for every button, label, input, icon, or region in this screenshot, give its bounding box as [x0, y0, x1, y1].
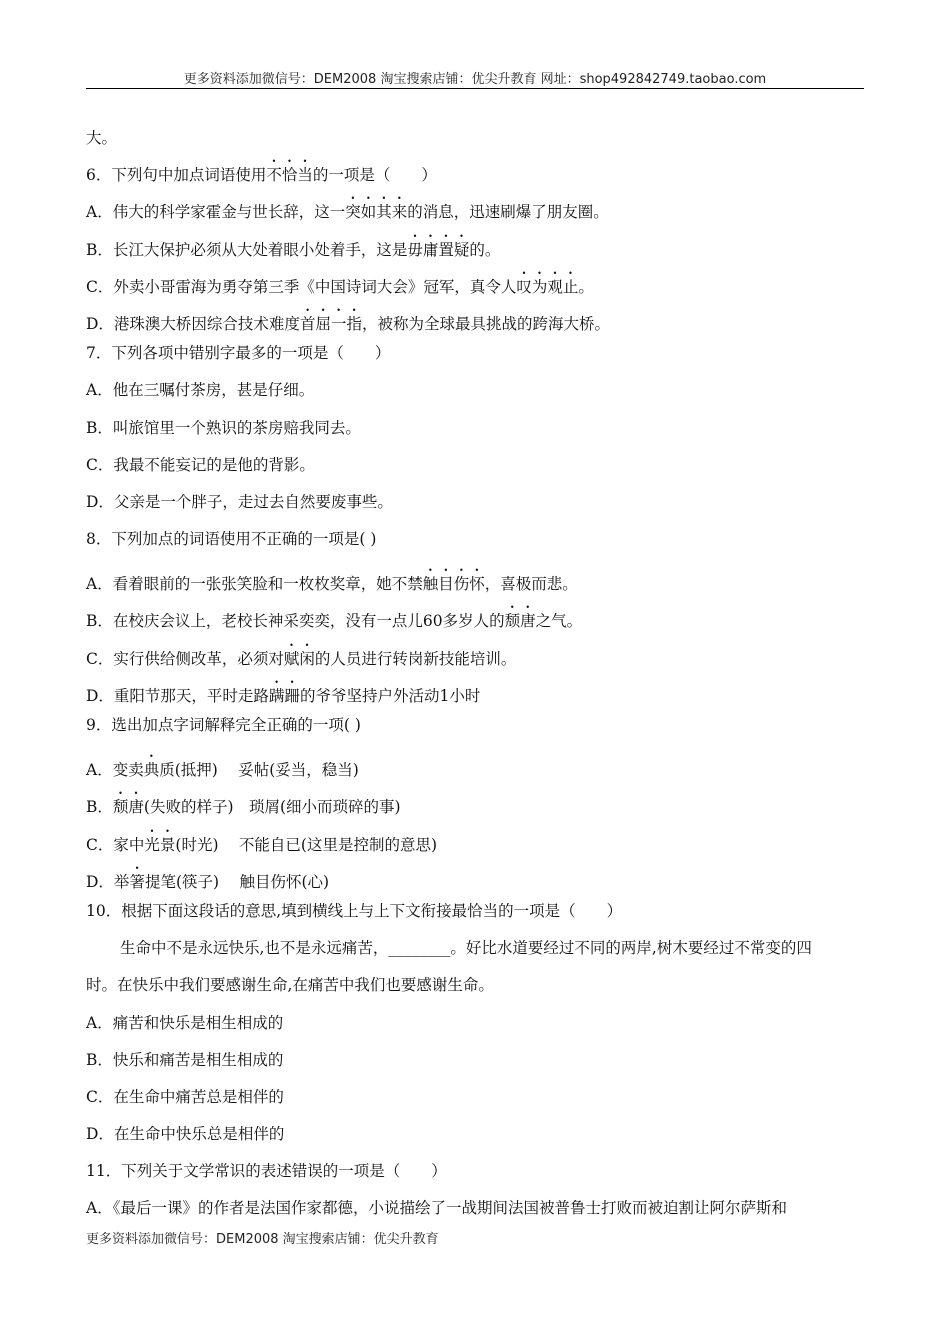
emphasis-dots: 典: [143, 761, 160, 780]
emphasis-dots: 毋庸置疑: [407, 240, 470, 259]
question-10-passage: 生命中不是永远快乐,也不是永远痛苦，________。好比水道要经过不同的两岸,树木要经过不常变的四: [120, 939, 812, 958]
page-footer: 更多资料添加微信号：DEM2008 淘宝搜索店铺：优尖升教育: [86, 1232, 439, 1247]
emphasis-dots: 触目伤怀: [422, 575, 485, 594]
question-6-option-c: C．外卖小哥雷海为勇夺第三季《中国诗词大会》冠军，真令人叹为观止。: [86, 277, 594, 296]
emphasis-dots: 蹒跚: [268, 686, 300, 705]
question-10-option-b: B．快乐和痛苦是相生相成的: [86, 1050, 284, 1069]
question-6: 6．下列句中加点词语使用不恰当的一项是（ ）: [86, 166, 437, 185]
emphasis-dots: 颓唐: [112, 798, 144, 817]
question-7: 7．下列各项中错别字最多的一项是（ ）: [86, 344, 391, 363]
question-7-option-a: A．他在三嘱付茶房，甚是仔细。: [86, 381, 315, 400]
question-6-option-d: D．港珠澳大桥因综合技术难度首屈一指，被称为全球最具挑战的跨海大桥。: [86, 314, 610, 333]
question-11-option-a: A．《最后一课》的作者是法国作家都德，小说描绘了一战期间法国被普鲁士打败而被迫割让阿尔萨斯和: [86, 1199, 787, 1218]
question-10-option-c: C．在生命中痛苦总是相伴的: [86, 1087, 284, 1106]
question-8-option-d: D．重阳节那天，平时走路蹒跚的爷爷坚持户外活动1小时: [86, 686, 481, 705]
question-10: 10．根据下面这段话的意思,填到横线上与上下文衔接最恰当的一项是（ ）: [86, 901, 623, 920]
question-9-option-c: C．家中光景(时光) 不能自已(这里是控制的意思): [86, 835, 438, 854]
question-10-option-d: D．在生命中快乐总是相伴的: [86, 1125, 285, 1144]
question-10-option-a: A．痛苦和快乐是相生相成的: [86, 1013, 284, 1032]
page-header: 更多资料添加微信号：DEM2008 淘宝搜索店铺：优尖升教育 网址：shop492842749.taobao.com: [183, 72, 767, 87]
question-9: 9．选出加点字词解释完全正确的一项( ): [86, 716, 361, 734]
question-11: 11．下列关于文学常识的表述错误的一项是（ ）: [86, 1162, 447, 1181]
emphasis-dots: 首屈一指: [299, 314, 362, 333]
question-10-passage-cont: 时。在快乐中我们要感谢生命,在痛苦中我们也要感谢生命。: [86, 976, 494, 995]
emphasis-dots: 颓唐: [504, 612, 536, 631]
document-body: [86, 120, 856, 1236]
emphasis-dots: 赋闲: [283, 649, 315, 668]
emphasis-dots: 叹为观止: [516, 277, 579, 296]
emphasis-dots: 箸: [129, 872, 145, 891]
question-9-option-a: A．变卖典质(抵押) 妥帖(妥当，稳当): [86, 761, 359, 780]
emphasis-dots: 不恰当: [266, 166, 313, 185]
question-9-option-b: B．颓唐(失败的样子) 琐屑(细小而琐碎的事): [86, 798, 401, 817]
header-divider: [86, 88, 864, 89]
question-7-option-b: B．叫旅馆里一个熟识的茶房赔我同去。: [86, 418, 361, 437]
question-6-option-b: B．长江大保护必须从大处着眼小处着手，这是毋庸置疑的。: [86, 240, 501, 259]
emphasis-dots: 突如其来: [345, 203, 408, 222]
question-8-option-a: A．看着眼前的一张张笑脸和一枚枚奖章，她不禁触目伤怀，喜极而悲。: [86, 575, 578, 594]
question-8-option-b: B．在校庆会议上，老校长神采奕奕，没有一点儿60多岁人的颓唐之气。: [86, 612, 583, 631]
emphasis-dots: 光景: [144, 835, 176, 854]
question-7-option-d: D．父亲是一个胖子，走过去自然要废事些。: [86, 492, 393, 511]
question-9-option-d: D．举箸提笔(筷子) 触目伤怀(心): [86, 872, 330, 891]
question-7-option-c: C．我最不能妄记的是他的背影。: [86, 455, 315, 474]
question-8-option-c: C．实行供给侧改革，必须对赋闲的人员进行转岗新技能培训。: [86, 649, 517, 668]
text-line: 大。: [86, 129, 118, 147]
question-6-option-a: A．伟大的科学家霍金与世长辞，这一突如其来的消息，迅速刷爆了朋友圈。: [86, 203, 609, 222]
question-8: 8．下列加点的词语使用不正确的一项是( ): [86, 530, 377, 549]
